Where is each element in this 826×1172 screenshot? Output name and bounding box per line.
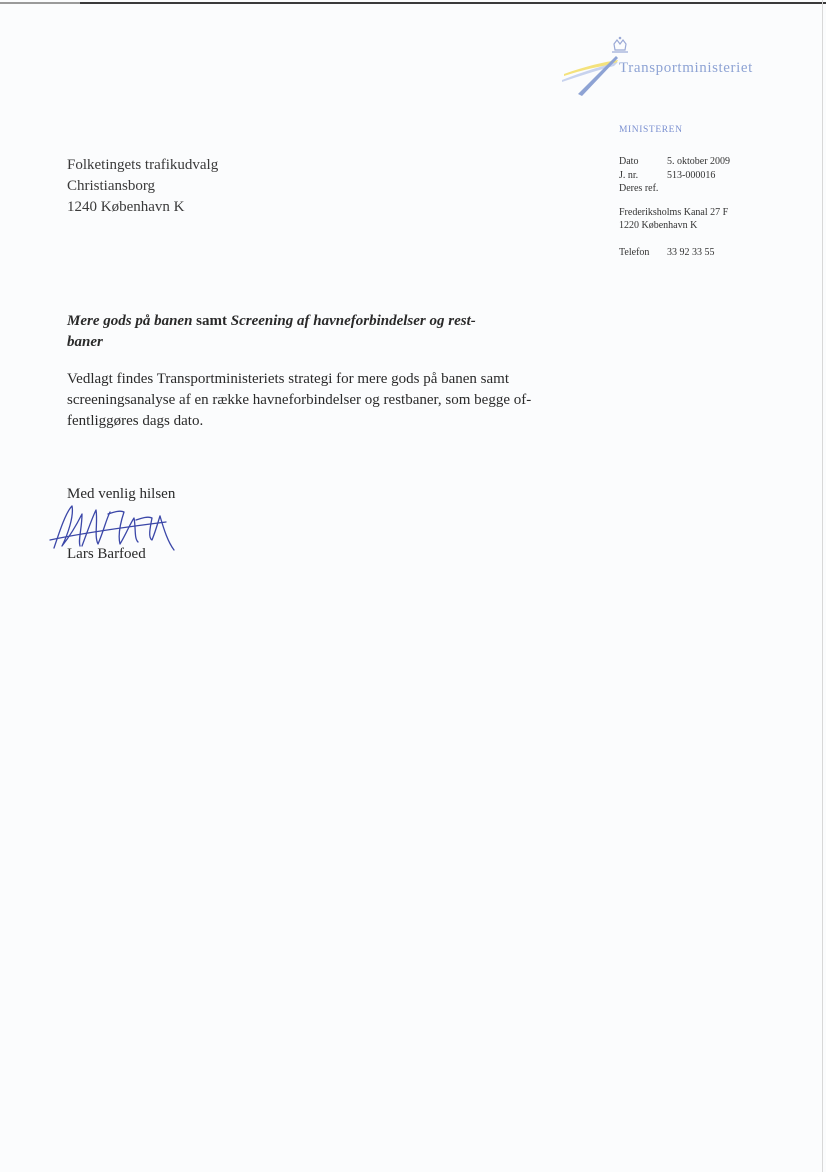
meta-deres-ref: Deres ref. bbox=[619, 183, 659, 194]
recipient-address bbox=[67, 155, 218, 218]
top-rule-accent bbox=[0, 2, 80, 4]
journal-label: J. nr. bbox=[619, 170, 639, 181]
date-value: 5. oktober 2009 bbox=[667, 156, 731, 167]
recipient-line: Christiansborg bbox=[67, 178, 156, 194]
subject-connector: samt bbox=[192, 313, 231, 329]
body-line: screeningsanalyse af en række havneforbindelser og restbaner, som begge of- bbox=[67, 392, 532, 408]
ministry-logo bbox=[556, 36, 780, 98]
subject-title-1: Mere gods på banen bbox=[67, 313, 193, 329]
sender-address-line1: Frederiksholms Kanal 27 F bbox=[619, 207, 729, 218]
letter-body bbox=[67, 369, 567, 432]
meta-journal bbox=[619, 170, 715, 181]
signer-name: Lars Barfoed bbox=[67, 546, 146, 562]
subject-title-2: Screening af havneforbindelser og rest- bbox=[230, 313, 476, 329]
body-line: fentliggøres dags dato. bbox=[67, 413, 204, 429]
journal-value: 513-000016 bbox=[667, 170, 716, 181]
meta-telefon bbox=[619, 247, 715, 258]
sender-title: MINISTEREN bbox=[619, 125, 683, 135]
body-line: Vedlagt findes Transportministeriets strategi for mere gods på banen samt bbox=[67, 371, 509, 387]
meta-date bbox=[619, 156, 730, 167]
telefon-value: 33 92 33 55 bbox=[667, 247, 715, 258]
recipient-line: Folketingets trafikudvalg bbox=[67, 157, 219, 173]
top-rule bbox=[0, 2, 826, 4]
letter-subject bbox=[67, 311, 567, 353]
ministry-name: Transportministeriet bbox=[619, 60, 753, 76]
closing-greeting: Med venlig hilsen bbox=[67, 486, 176, 502]
date-label: Dato bbox=[619, 156, 639, 167]
telefon-label: Telefon bbox=[619, 247, 650, 258]
sender-address-line2: 1220 København K bbox=[619, 220, 698, 231]
recipient-line: 1240 København K bbox=[67, 199, 185, 215]
subject-title-2-cont: baner bbox=[67, 334, 103, 350]
page-edge bbox=[822, 0, 823, 1172]
